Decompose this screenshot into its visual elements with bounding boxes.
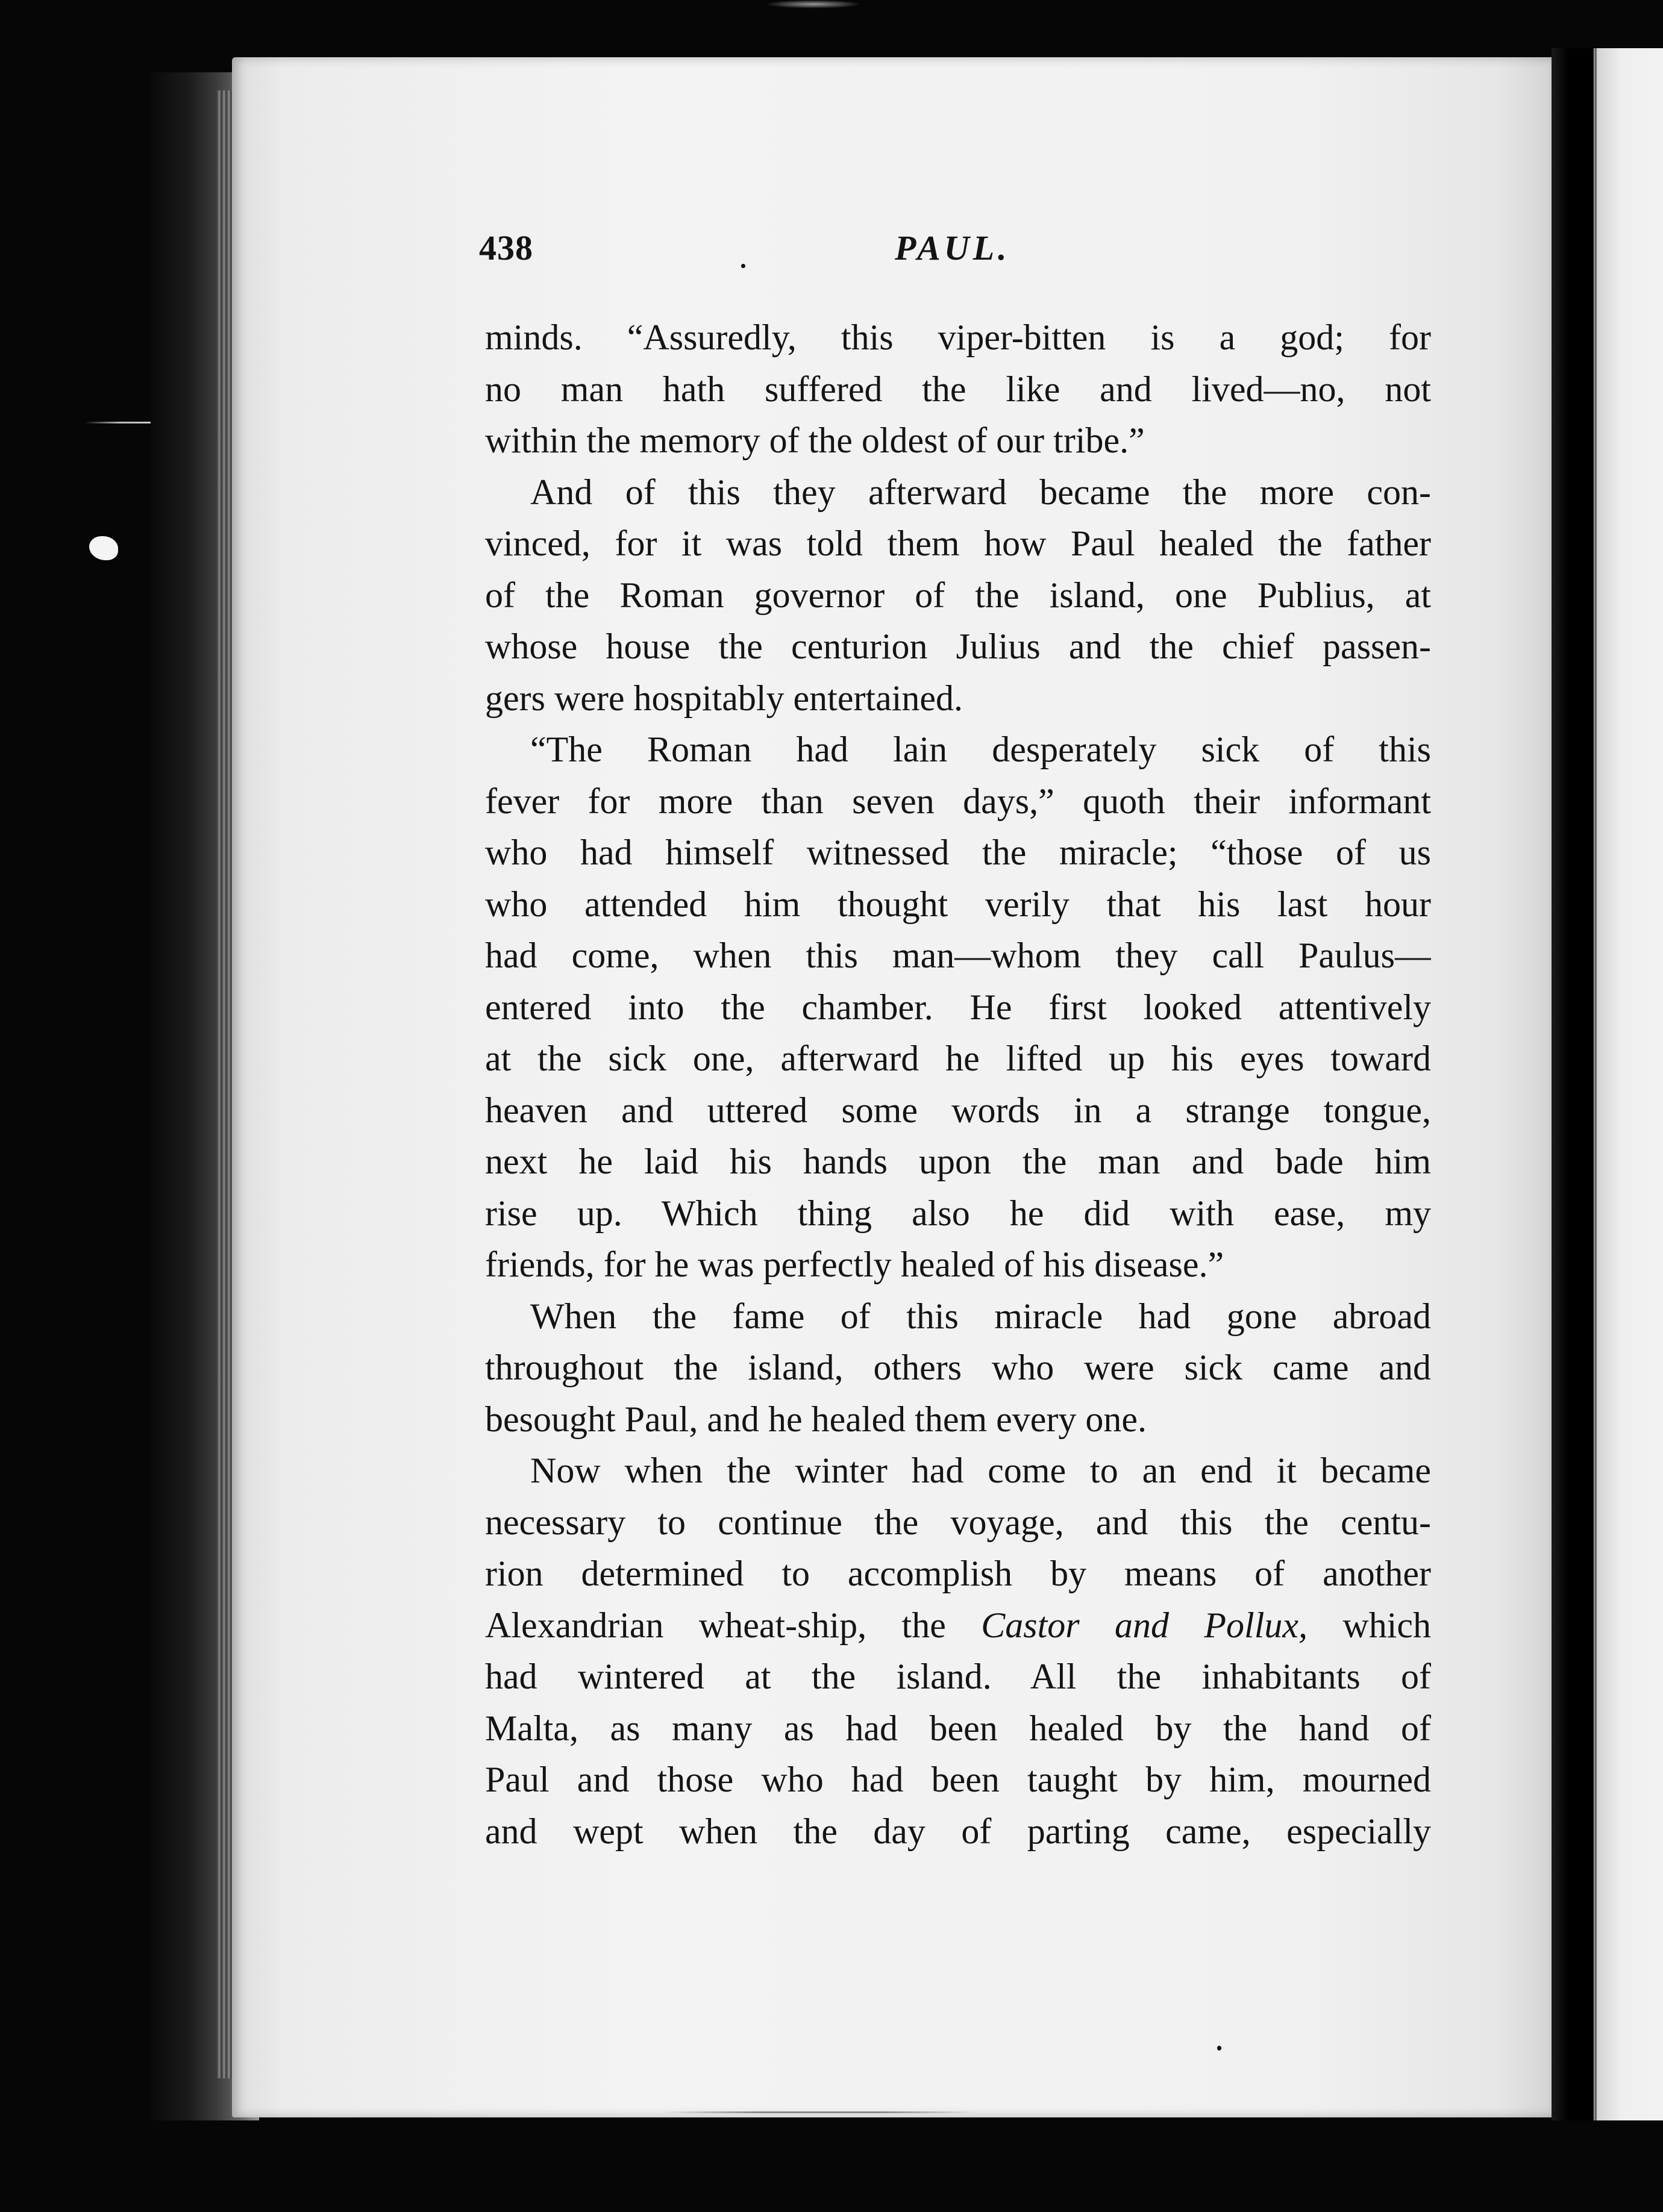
text-line: rise up. Which thing also he did with ease, my <box>485 1193 1431 1233</box>
text-line: When the fame of this miracle had gone abroad <box>530 1296 1431 1336</box>
text-line: rion determined to accomplish by means of another <box>485 1554 1431 1593</box>
bottom-scratch-line <box>663 2111 976 2113</box>
text-line: And of this they afterward became the more con- <box>530 472 1431 512</box>
text-line: who attended him thought verily that his last hour <box>485 884 1431 924</box>
text-line: whose house the centurion Julius and the chief passen- <box>485 626 1431 666</box>
text-line: Paul and those who had been taught by him, mourned <box>485 1760 1431 1799</box>
facing-page-sliver <box>1594 48 1663 2120</box>
text-line: at the sick one, afterward he lifted up his eyes toward <box>485 1039 1431 1078</box>
text-line: gers were hospitably entertained. <box>485 678 963 718</box>
text-line: of the Roman governor of the island, one Publius, at <box>485 575 1431 615</box>
text-line: vinced, for it was told them how Paul healed the father <box>485 523 1431 563</box>
text-line: besought Paul, and he healed them every one. <box>485 1399 1147 1439</box>
text-line: fever for more than seven days,” quoth their informant <box>485 781 1431 821</box>
margin-blot-mark <box>89 536 118 560</box>
text-line: Malta, as many as had been healed by the hand of <box>485 1708 1431 1748</box>
text-line: necessary to continue the voyage, and this the centu- <box>485 1502 1431 1542</box>
body-text <box>485 312 1431 1857</box>
running-head <box>479 228 1449 282</box>
page-number: 438 <box>479 228 533 267</box>
text-line: “The Roman had lain desperately sick of this <box>530 730 1431 769</box>
running-title: PAUL. <box>895 228 1010 267</box>
text-line: no man hath suffered the like and lived—no, not <box>485 369 1431 409</box>
text-line: and wept when the day of parting came, especially <box>485 1811 1431 1851</box>
facing-page-edge <box>1594 48 1597 2120</box>
text-line: who had himself witnessed the miracle; “those of us <box>485 833 1431 872</box>
dust-speck <box>1217 2046 1221 2051</box>
text-line: minds. “Assuredly, this viper-bitten is a god; for <box>485 317 1431 357</box>
text-line: throughout the island, others who were sick came and <box>485 1348 1431 1387</box>
text-line-mixed <box>485 1600 1431 1652</box>
text-segment: which <box>1342 1605 1431 1645</box>
text-line: within the memory of the oldest of our tribe.” <box>485 420 1145 460</box>
ship-name-italic: Castor and Pollux, <box>981 1605 1308 1645</box>
text-line: friends, for he was perfectly healed of his disease.” <box>485 1245 1224 1284</box>
text-line: next he laid his hands upon the man and bade him <box>485 1142 1431 1181</box>
text-line: Now when the winter had come to an end it became <box>530 1451 1431 1490</box>
text-line: had wintered at the island. All the inhabitants of <box>485 1657 1431 1696</box>
book-gutter <box>1552 48 1594 2120</box>
text-line: entered into the chamber. He first looked attentively <box>485 987 1431 1027</box>
text-segment: Alexandrian wheat-ship, the <box>485 1605 946 1645</box>
text-line: heaven and uttered some words in a strange tongue, <box>485 1090 1431 1130</box>
text-line: had come, when this man—whom they call Paulus— <box>485 936 1431 975</box>
top-smudge-mark <box>765 0 862 8</box>
